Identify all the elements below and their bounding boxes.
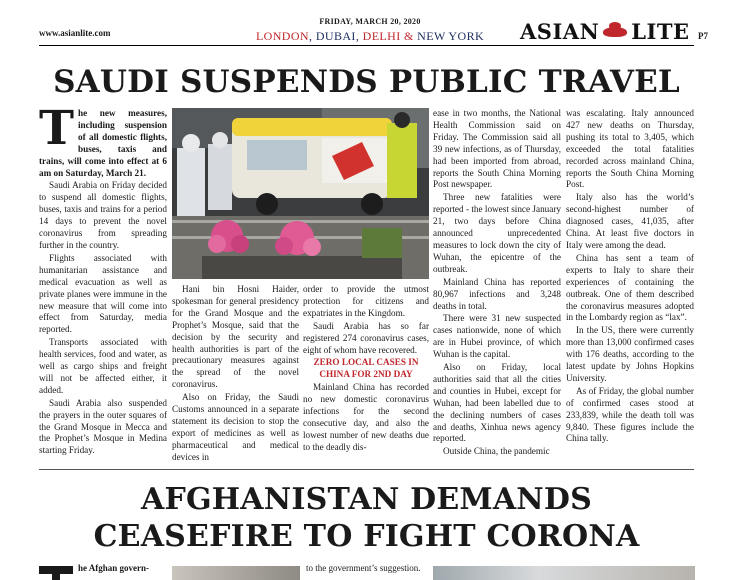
paragraph: In the US, there were currently more than 13,000 confirmed cases with 176 deaths, according to the latest update by Johns Hopkins University. bbox=[566, 325, 694, 383]
masthead bbox=[0, 0, 733, 50]
headline-line: AFGHANISTAN DEMANDS bbox=[140, 482, 593, 517]
logo-emblem-icon bbox=[601, 22, 629, 40]
paragraph: Three new fatalities were reported - the lowest since January 21, two days before China announced unprecedented measures to lock down the city of Wuhan, the epicentre of the outbreak. bbox=[433, 192, 561, 274]
paragraph: There were 31 new suspected cases nationwide, none of which are in Hubei province, of which Wuhan is the capital. bbox=[433, 313, 561, 360]
drop-cap: T bbox=[39, 101, 74, 156]
page-number: P7 bbox=[698, 31, 708, 41]
city-part: LONDON bbox=[255, 29, 309, 43]
lead-paragraph: he new measures, including suspension of all domestic flights, buses, taxis and trains, will come into effect at 6 am on Saturday, March 21. bbox=[39, 108, 167, 178]
article-headline-2 bbox=[39, 481, 694, 555]
article-column-2 bbox=[172, 284, 299, 464]
article-column-4 bbox=[433, 108, 561, 458]
city-part: & bbox=[400, 29, 418, 43]
city-part: NEW YORK bbox=[417, 29, 485, 43]
paragraph: Saudi Arabia has so far registered 274 coronavirus cases, eight of whom have recovered. bbox=[303, 320, 429, 355]
article2-photo-left bbox=[172, 566, 300, 580]
paragraph: order to provide the utmost protection for citizens and expatriates in the Kingdom. bbox=[303, 284, 429, 318]
city-part: , bbox=[309, 29, 316, 43]
article-photo bbox=[172, 108, 429, 279]
paragraph: Also on Friday, local authorities said that all the cities and counties in Hubei, except for Wuhan, had been labelled due to the declining numbers of cases and deaths, Xinhua news agency reported. bbox=[433, 362, 561, 444]
article-column-1 bbox=[39, 101, 167, 457]
article2-text-fragment: to the government’s suggestion. bbox=[306, 563, 421, 573]
photo-illustration bbox=[172, 108, 429, 279]
paragraph: ease in two months, the National Health Commission said on Friday. The Commission said all 39 new infections, as of Thursday, had been imported from abroad, reports the South China Morning Post newspaper. bbox=[433, 108, 561, 190]
paragraph: Mainland China has reported 80,967 infections and 3,248 deaths in total. bbox=[433, 276, 561, 311]
city-part: DELHI bbox=[362, 29, 401, 43]
section-subhead: ZERO LOCAL CASES IN CHINA FOR 2ND DAY bbox=[313, 357, 419, 380]
logo-word-asian: ASIAN bbox=[520, 18, 600, 44]
logo-word-lite: LITE bbox=[631, 18, 690, 44]
paragraph: Hani bin Hosni Haider, spokesman for general presidency for the Grand Mosque and the Prophet’s Mosque, said that the decision by the security and health authorities is part of the precautionary measures against the spread of the novel coronavirus. bbox=[172, 284, 299, 390]
paragraph: As of Friday, the global number of confirmed cases stood at 233,839, while the death toll was 9,840. These figures include the China tally. bbox=[566, 385, 694, 444]
site-url[interactable]: www.asianlite.com bbox=[39, 28, 111, 38]
paragraph: Outside China, the pandemic bbox=[443, 446, 550, 457]
article-divider bbox=[39, 469, 694, 470]
paragraph: Saudi Arabia on Friday decided to suspend all domestic flights, buses, taxis and trains for a period 14 days to prevent the novel coronavirus from spreading further in the country. bbox=[39, 180, 167, 250]
edition-cities bbox=[200, 29, 540, 44]
article2-photo-right bbox=[433, 566, 695, 580]
drop-cap-t-icon bbox=[39, 566, 73, 580]
city-part: , bbox=[355, 29, 363, 43]
article2-lead-fragment: he Afghan govern- bbox=[78, 563, 150, 573]
paragraph: China has sent a team of experts to Italy to share their experiences of containing the outbreak. One of them described the coronavirus measures adopted in the Lombardy region as “lax”. bbox=[566, 252, 694, 323]
headline-line: CEASEFIRE TO FIGHT CORONA bbox=[93, 519, 640, 554]
article-headline: SAUDI SUSPENDS PUBLIC TRAVEL bbox=[53, 64, 680, 100]
paragraph: Also on Friday, the Saudi Customs announced in a separate statement its decision to stop the export of medicines as well as pharmaceutical and medical devices in bbox=[172, 392, 299, 462]
article-column-5 bbox=[566, 108, 694, 445]
city-part: DUBAI bbox=[315, 29, 356, 43]
paragraph: Flights associated with humanitarian assistance and medical evacuation as well as private planes were immune in the new measure that will come into effect from Saturday, media reported. bbox=[39, 252, 167, 335]
article-column-3 bbox=[303, 284, 429, 454]
paragraph: Mainland China has recorded no new domestic coronavirus infections for the second consecutive day, and also the lowest number of new deaths due to the deadly dis- bbox=[303, 382, 429, 452]
header-divider bbox=[39, 45, 694, 46]
asian-lite-logo[interactable] bbox=[520, 19, 690, 43]
paragraph: Italy also has the world’s second-highest number of diagnosed cases, 41,035, after China. At least five doctors in Italy were among the dead. bbox=[566, 192, 694, 250]
paragraph: Saudi Arabia also suspended the prayers in the outer squares of the Grand Mosque in Mecca and the Prophet’s Mosque in Medina starting Friday. bbox=[39, 397, 167, 456]
paragraph: Transports associated with health services, food and water, as well as cargo ships and freight will not be affected either, it added. bbox=[39, 337, 167, 395]
paragraph: was escalating. Italy announced 427 new deaths on Thursday, pushing its total to 3,405, which exceeded the total fatalities recorded across mainland China, reports the South China Morning Post. bbox=[566, 108, 694, 190]
issue-date: FRIDAY, MARCH 20, 2020 bbox=[319, 17, 421, 26]
